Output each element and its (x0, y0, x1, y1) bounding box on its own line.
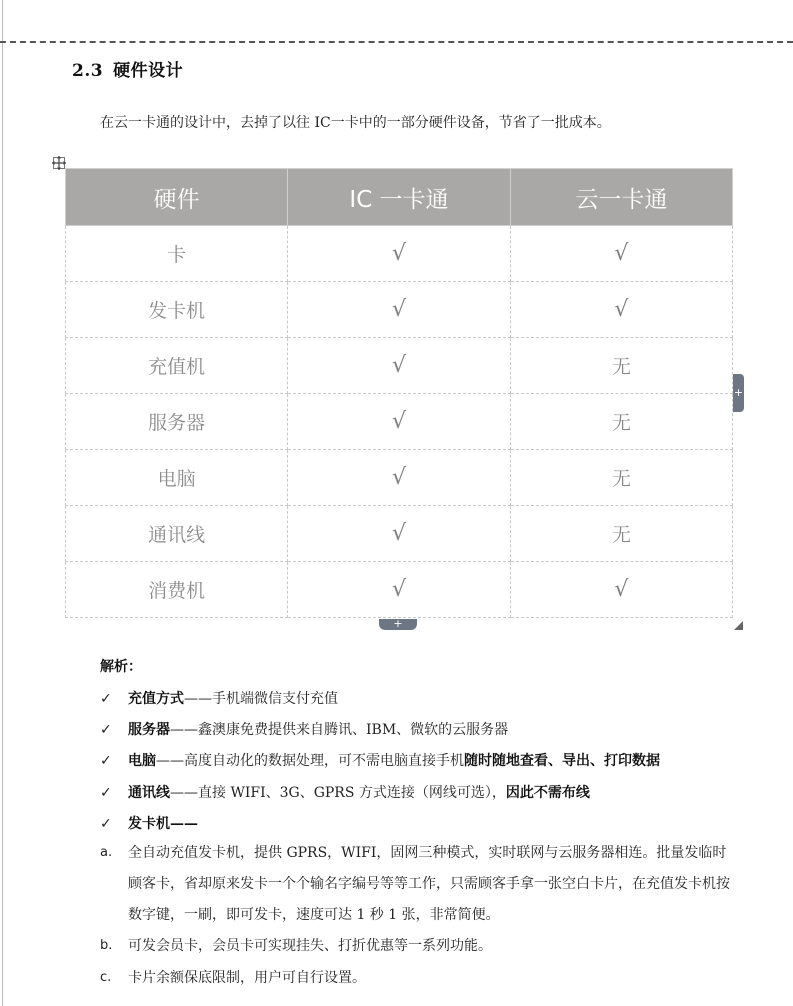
table-resize-handle[interactable] (734, 621, 743, 630)
page-break-line (0, 41, 793, 43)
table-cell[interactable]: √ (288, 394, 510, 450)
bullet-emphasis: 因此不需布线 (505, 785, 590, 801)
check-icon: ✓ (100, 816, 112, 832)
table-row (66, 226, 733, 282)
page-left-edge (2, 0, 3, 1006)
check-icon: ✓ (100, 753, 112, 769)
section-title: 硬件设计 (113, 61, 184, 81)
list-item (100, 750, 660, 770)
table-cell[interactable]: 消费机 (66, 562, 288, 618)
table-cell[interactable]: √ (288, 450, 510, 506)
bullet-term: 发卡机 (128, 816, 170, 832)
table-cell[interactable]: 电脑 (66, 450, 288, 506)
check-icon: ✓ (100, 691, 112, 707)
table-row (66, 338, 733, 394)
sub-list-item (100, 931, 740, 962)
table-cell[interactable]: 发卡机 (66, 282, 288, 338)
table-row (66, 282, 733, 338)
table-cell[interactable]: √ (510, 562, 732, 618)
table-cell[interactable]: 充值机 (66, 338, 288, 394)
intro-paragraph: 在云一卡通的设计中，去掉了以往 IC一卡中的一部分硬件设备，节省了一批成本。 (100, 115, 611, 131)
bullet-term: 充值方式 (128, 691, 184, 707)
bullet-text: ——手机端微信支付充值 (184, 691, 338, 707)
table-cell[interactable]: 卡 (66, 226, 288, 282)
list-item (100, 813, 198, 833)
sub-item-label: b. (100, 938, 113, 953)
sub-item-text: 全自动充值发卡机，提供 GPRS，WIFI，固网三种模式，实时联网与云服务器相连。批量发临时顾客卡，省却原来发卡一个个输名字编号等等工作，只需顾客手拿一张空白卡片，在充值发卡机按数字键，一刷，即可发卡，速度可达 1 秒 1 张，非常简便。 (128, 845, 730, 923)
sub-list-item (100, 963, 740, 994)
section-number: 2.3 (72, 61, 104, 81)
check-icon: ✓ (100, 785, 112, 801)
section-heading (72, 56, 183, 81)
sub-item-label: a. (100, 845, 113, 860)
list-item (100, 719, 508, 739)
table-cell[interactable]: 无 (510, 394, 732, 450)
table-cell[interactable]: √ (288, 562, 510, 618)
table-cell[interactable]: 服务器 (66, 394, 288, 450)
analysis-title: 解析： (100, 659, 142, 675)
table-row (66, 394, 733, 450)
bullet-text: ——高度自动化的数据处理，可不需电脑直接手机 (156, 753, 464, 769)
table-cell[interactable]: √ (288, 226, 510, 282)
table-row (66, 506, 733, 562)
table-cell[interactable]: √ (288, 506, 510, 562)
table-cell[interactable]: √ (510, 226, 732, 282)
sub-list-item (100, 838, 740, 931)
bullet-text: ——直接 WIFI、3G、GPRS 方式连接（网线可选）， (170, 785, 506, 801)
bullet-text: —— (170, 816, 198, 832)
header-cell-ic-card[interactable]: IC 一卡通 (288, 169, 510, 226)
bullet-term: 电脑 (128, 753, 156, 769)
check-icon: ✓ (100, 722, 112, 738)
bullet-text: ——鑫澳康免费提供来自腾讯、IBM、微软的云服务器 (170, 722, 509, 738)
table-cell[interactable]: 无 (510, 338, 732, 394)
table-cell[interactable]: √ (288, 338, 510, 394)
add-row-button[interactable]: + (379, 619, 417, 630)
table-header-row (66, 169, 733, 226)
header-cell-cloud-card[interactable]: 云一卡通 (510, 169, 732, 226)
bullet-emphasis: 随时随地查看、导出、打印数据 (464, 753, 660, 769)
table-cell[interactable]: 通讯线 (66, 506, 288, 562)
sub-item-text: 可发会员卡，会员卡可实现挂失、打折优惠等一系列功能。 (128, 938, 492, 954)
header-cell-hardware[interactable]: 硬件 (66, 169, 288, 226)
sub-item-label: c. (100, 970, 112, 985)
list-item (100, 688, 338, 708)
table-row (66, 450, 733, 506)
hardware-comparison-table (65, 168, 733, 618)
table-cell[interactable]: 无 (510, 506, 732, 562)
table-cell[interactable]: √ (510, 282, 732, 338)
list-item (100, 782, 590, 802)
bullet-term: 通讯线 (128, 785, 170, 801)
add-column-button[interactable]: + (733, 374, 744, 412)
sub-item-text: 卡片余额保底限制，用户可自行设置。 (128, 970, 366, 986)
table-row (66, 562, 733, 618)
bullet-term: 服务器 (128, 722, 170, 738)
table-cell[interactable]: 无 (510, 450, 732, 506)
table-cell[interactable]: √ (288, 282, 510, 338)
